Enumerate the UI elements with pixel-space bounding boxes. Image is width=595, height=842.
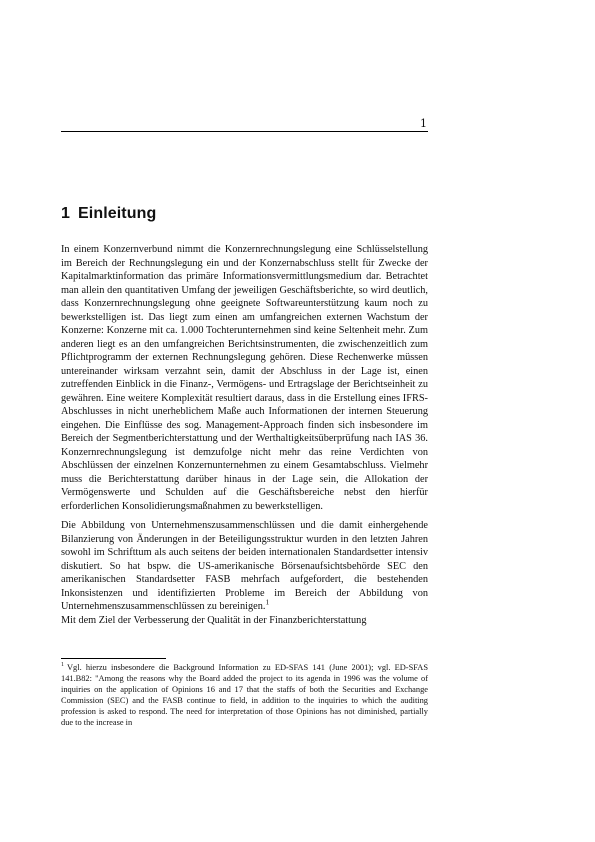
header-rule	[61, 131, 428, 132]
paragraph-text: Die Abbildung von Unternehmenszusammenschlüssen und die damit einhergehende Bilanzierung von Änderungen in der Beteiligungsstruktur wurden in den letzten Jahren sowohl im Schrifttum als auch seitens der beiden internationalen Standardsetter intensiv diskutiert. So hat bspw. die US-amerikanische Börsenaufsichtsbehörde SEC den amerikanischen Standardsetter FASB mehrfach aufgefordert, die bestehenden Inkonsistenzen und identifizierten Probleme im Bereich der Abbildung von Unternehmenszusammenschlüssen zu bereinigen.	[61, 520, 428, 612]
footnote-text: Vgl. hierzu insbesondere die Background Information zu ED-SFAS 141 (June 2001); vgl. ED-SFAS 141.B82: "Among the reasons why the Board added the project to its agenda in 1996 was the volume of inquiries on the application of Opinions 16 and 17 that the staffs of both the Securities and Exchange Commission (SEC) and the FASB continue to field, in addition to the inquiries to which the auditing profession is asked to respond. The need for interpretation of those Opinions has not diminished, partially due to the increase in	[61, 663, 428, 727]
chapter-title: Einleitung	[78, 205, 157, 222]
footnote-reference[interactable]: 1	[265, 597, 270, 607]
footnote-number: 1	[61, 662, 64, 669]
paragraph-text: Mit dem Ziel der Verbesserung der Qualität in der Finanzberichterstattung	[61, 614, 367, 626]
paragraph	[61, 519, 428, 627]
footnote-rule	[61, 658, 166, 659]
paragraph: In einem Konzernverbund nimmt die Konzernrechnungslegung eine Schlüsselstellung im Bereich der Rechnungslegung ein und der Konzernabschluss stellt für Zwecke der Kapitalmarktinformation das primäre Informationsvermittlungsmedium dar. Betrachtet man allein den quantitativen Umfang der jeweiligen Geschäftsberichte, so wird deutlich, dass Konzernrechnungslegung ohne geeignete Softwareunterstützung kaum noch zu bewerkstelligen ist. Das liegt zum einen am umfangreichen externen Wachstum der Konzerne: Konzerne mit ca. 1.000 Tochterunternehmen sind keine Seltenheit mehr. Zum anderen liegt es an den umfangreichen Berichtsinstrumenten, die zwischenzeitlich zum Pflichtprogramm der externen Rechnungslegung gehören. Diese Rechenwerke müssen untereinander wirksam verzahnt sein, damit der Abschluss in der Lage ist, einen zutreffenden Einblick in die Finanz-, Vermögens- und Ertragslage der Berichtseinheit zu gewähren. Eine weitere Komplexität resultiert daraus, dass in die Erstellung eines IFRS-Abschlusses in nicht unerheblichem Maße auch Informationen der internen Steuerung eingehen. Die Einflüsse des sog. Management-Approach finden sich insbesondere im Bereich der Segmentberichterstattung und der Werthaltigkeitsüberprüfung nach IAS 36. Konzernrechnungslegung ist demzufolge nicht mehr das reine Verdichten von Abschlüssen der einzelnen Konzernunternehmen zu einem Gesamtabschluss. Vielmehr muss die Berichterstattung darüber hinaus in der Lage sein, die Allokation der Vermögenswerte und Schulden auf die Geschäftsbereiche nebst den hierfür erforderlichen Konsolidierungsmaßnahmen zu bewerkstelligen.	[61, 244, 428, 512]
chapter-number: 1	[61, 205, 70, 222]
body-text	[61, 243, 428, 627]
page-number: 1	[420, 117, 427, 130]
footnote	[61, 662, 428, 728]
chapter-heading	[61, 205, 156, 223]
